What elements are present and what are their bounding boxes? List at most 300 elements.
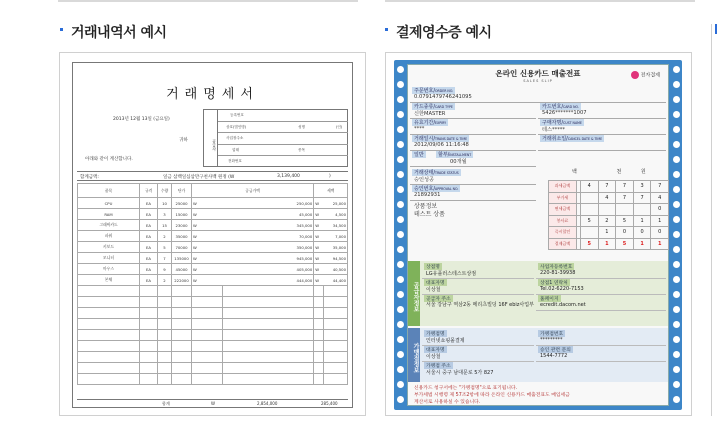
table-cell — [223, 297, 314, 308]
info-field — [536, 346, 666, 362]
card-title-receipt — [385, 22, 492, 42]
table-cell: 70000 — [172, 242, 192, 253]
table-cell: 350,000 — [223, 242, 314, 253]
table-cell: W — [314, 231, 324, 242]
perforation-hole — [673, 291, 680, 298]
field-label: 공급자 주소 — [426, 297, 451, 302]
table-cell: EA — [140, 220, 158, 231]
table-row — [78, 341, 348, 352]
product-field — [410, 201, 536, 223]
perforation-hole — [673, 216, 680, 223]
table-cell: EA — [140, 231, 158, 242]
table-cell: 222000 — [172, 275, 192, 286]
table-cell: 34,500 — [323, 220, 347, 231]
table-cell: 15000 — [172, 209, 192, 220]
approval-field — [410, 185, 536, 201]
perforation-hole — [673, 126, 680, 133]
table-cell — [192, 374, 223, 385]
table-cell: W — [192, 264, 223, 275]
table-cell — [314, 374, 324, 385]
table-cell — [78, 341, 140, 352]
amount-digit — [580, 204, 598, 216]
table-cell: EA — [140, 264, 158, 275]
column-header: 공급가액 — [192, 184, 314, 198]
perforation-hole — [673, 246, 680, 253]
field-value: ********* — [540, 337, 563, 343]
table-cell: 키보드 — [78, 242, 140, 253]
card-top-line — [58, 0, 358, 2]
supplier-label: 공급자 — [204, 110, 218, 166]
table-cell — [78, 352, 140, 363]
table-cell: 2 — [158, 275, 172, 286]
perforation-hole — [673, 111, 680, 118]
table-cell — [323, 374, 347, 385]
table-cell — [223, 308, 314, 319]
perforation-hole — [397, 291, 404, 298]
info-field — [422, 346, 534, 362]
field-label-en: APPROVAL NO. — [435, 187, 459, 191]
sum-label: 합계 — [162, 401, 170, 406]
field-label: 카드번호/CARD NO. — [542, 104, 579, 110]
table-cell: 4,500 — [323, 209, 347, 220]
table-cell — [323, 341, 347, 352]
amount-digit: 4 — [580, 181, 598, 193]
column-header: 수량 — [158, 184, 172, 198]
perforation-hole — [397, 321, 404, 328]
card-title-statement — [60, 22, 167, 42]
perforation-hole — [673, 171, 680, 178]
amount-digit: 0 — [651, 204, 669, 216]
table-cell: 44,400 — [323, 275, 347, 286]
field-value: 00개월 — [450, 159, 467, 165]
field-label: 카드종류/CARD TYPE — [414, 104, 453, 110]
perforation-hole — [397, 81, 404, 88]
amount-unit: 백 — [572, 169, 577, 175]
amount-digit: 7 — [616, 192, 634, 204]
amount-digit: 2 — [598, 215, 616, 227]
perforation-hole — [397, 381, 404, 388]
info-field — [422, 330, 534, 346]
supplier-row — [218, 110, 348, 122]
table-cell — [140, 286, 158, 297]
supplier-row — [218, 133, 348, 145]
perforation-hole — [397, 126, 404, 133]
table-row — [78, 308, 348, 319]
table-cell — [172, 363, 192, 374]
installment-field — [410, 151, 536, 167]
table-cell — [78, 308, 140, 319]
buyer-field — [538, 119, 666, 135]
table-cell: 모니터 — [78, 253, 140, 264]
perforation-hole — [397, 96, 404, 103]
field-label: 승인번호/APPROVAL NO. — [414, 186, 459, 192]
field-value: 5426*******1007 — [542, 110, 587, 116]
table-row — [78, 220, 348, 231]
table-cell: 250,000 — [223, 198, 314, 209]
statement-items-table — [77, 183, 348, 385]
supplier-row-label: 상호(법인명) — [226, 124, 247, 129]
supplier-row-label: 전화번호 — [228, 159, 242, 163]
table-cell: 25000 — [172, 198, 192, 209]
table-cell — [223, 286, 314, 297]
amount-digit: 7 — [598, 181, 616, 193]
field-label-en: CUST NAME — [563, 121, 582, 125]
total-value: 3,139,400 — [277, 174, 300, 179]
table-row — [78, 253, 348, 264]
field-label: 상점명 — [426, 265, 440, 270]
perforation-hole — [397, 396, 404, 403]
field-value: LG유플러스테스트상점 — [426, 271, 477, 277]
perforation-hole — [397, 111, 404, 118]
order-field — [410, 87, 666, 103]
supplier-row-label: 성명 — [298, 124, 305, 129]
table-cell: 25,000 — [323, 198, 347, 209]
supplier-row-label: 사업장주소 — [226, 136, 244, 140]
amount-digit: 3 — [633, 181, 651, 193]
perforation-right — [670, 60, 682, 410]
table-cell — [158, 330, 172, 341]
field-value: 서울 강남구 역삼2동 메리츠빌딩 16F ebiz사업부 — [426, 302, 534, 308]
table-cell: 70,000 — [223, 231, 314, 242]
cancel-date-field — [538, 135, 666, 151]
column-header: 단가 — [172, 184, 192, 198]
statement-image-frame[interactable] — [59, 52, 366, 416]
field-label: 구매자명/CUST NAME — [542, 120, 582, 126]
pay-type: 일반 — [414, 152, 424, 158]
table-cell: 45,000 — [223, 209, 314, 220]
perforation-hole — [397, 276, 404, 283]
next-card-edge — [711, 24, 717, 416]
perforation-hole — [673, 201, 680, 208]
table-cell — [158, 297, 172, 308]
table-cell: 94,500 — [323, 253, 347, 264]
field-value: 서울시 중구 남대문로 5가 827 — [426, 370, 494, 376]
amount-digit: 1 — [633, 238, 651, 250]
perforation-hole — [673, 186, 680, 193]
column-header: 세액 — [314, 184, 348, 198]
perforation-hole — [397, 366, 404, 373]
table-cell — [158, 308, 172, 319]
perforation-hole — [397, 171, 404, 178]
table-cell — [192, 308, 223, 319]
field-label: 거래상태/TRADE STATUS — [414, 170, 459, 176]
amount-row — [549, 192, 669, 204]
field-value: 이상철 — [426, 287, 441, 293]
perforation-hole — [673, 396, 680, 403]
card-type-field — [410, 103, 536, 119]
table-cell: W — [314, 220, 324, 231]
supplier-row-label: 종목 — [298, 147, 305, 152]
field-value: 2012/09/06 11:16:48 — [414, 142, 469, 148]
field-label-ko: 상품정보 — [414, 203, 438, 210]
table-cell: W — [314, 264, 324, 275]
perforation-hole — [673, 321, 680, 328]
table-cell — [192, 363, 223, 374]
table-cell — [140, 308, 158, 319]
amount-digit: 1 — [651, 215, 669, 227]
table-cell — [192, 330, 223, 341]
supplier-row — [218, 156, 348, 168]
perforation-hole — [673, 351, 680, 358]
perforation-hole — [673, 96, 680, 103]
table-cell: W — [314, 242, 324, 253]
table-row — [78, 330, 348, 341]
column-header: 규격 — [140, 184, 158, 198]
field-label-ko: 거래상태 — [414, 170, 434, 176]
field-label: 유효기간/EXPIRY — [414, 120, 447, 126]
pg-logo-text: 전자결제 — [640, 72, 660, 79]
table-cell — [223, 374, 314, 385]
table-cell — [223, 341, 314, 352]
perforation-hole — [397, 351, 404, 358]
amount-row — [549, 238, 669, 250]
bullet-icon — [60, 28, 63, 31]
table-cell: EA — [140, 242, 158, 253]
total-text: 일금 삼백일십삼만구천사백 원정 (W — [163, 175, 235, 180]
table-cell — [323, 330, 347, 341]
field-label-en: ORDER NO. — [435, 89, 454, 93]
table-cell — [314, 330, 324, 341]
table-cell — [140, 319, 158, 330]
perforation-hole — [673, 366, 680, 373]
table-cell: 40,500 — [323, 264, 347, 275]
table-cell — [78, 330, 140, 341]
perforation-hole — [673, 66, 680, 73]
amount-unit: 원 — [640, 169, 646, 175]
table-cell — [314, 308, 324, 319]
field-label-ko: 구매자명 — [542, 120, 562, 126]
perforation-hole — [397, 66, 404, 73]
table-row — [78, 209, 348, 220]
table-cell: W — [192, 209, 223, 220]
amount-unit: 천 — [616, 169, 622, 175]
sum-currency: W — [211, 401, 215, 406]
amount-label: 부가세 — [549, 192, 577, 204]
table-cell: W — [314, 198, 324, 209]
amount-digit — [598, 204, 616, 216]
amount-digit: 7 — [633, 192, 651, 204]
field-value: 21892931 — [414, 192, 441, 198]
sum-tax: 285,400 — [321, 401, 338, 406]
field-label-ko: 유효기간 — [414, 120, 434, 126]
card-title-text: 거래내역서 예시 — [71, 25, 167, 41]
table-cell: 그래픽카드 — [78, 220, 140, 231]
info-field — [422, 295, 534, 324]
receipt-paper — [407, 64, 669, 406]
table-cell — [172, 341, 192, 352]
table-row — [78, 242, 348, 253]
supplier-info-section — [408, 261, 668, 326]
total-label: 합계금액: — [80, 175, 99, 180]
perforation-hole — [397, 141, 404, 148]
info-field — [536, 295, 666, 311]
table-cell — [323, 297, 347, 308]
receipt-image-frame[interactable] — [385, 52, 692, 416]
statement-document — [72, 62, 353, 408]
table-cell — [158, 374, 172, 385]
table-cell: W — [192, 198, 223, 209]
perforation-left — [394, 60, 406, 410]
table-cell — [172, 352, 192, 363]
field-value: **** — [414, 126, 425, 132]
table-cell: 7,000 — [323, 231, 347, 242]
field-label: 거래일시/TRANS DATE & TIME — [414, 136, 468, 142]
info-field — [422, 263, 534, 279]
status-field — [410, 169, 536, 185]
amount-digit: 1 — [598, 227, 616, 239]
table-cell: RAM — [78, 209, 140, 220]
table-cell — [323, 363, 347, 374]
table-cell — [158, 319, 172, 330]
table-cell — [140, 363, 158, 374]
amount-digit: 7 — [651, 181, 669, 193]
table-cell — [323, 319, 347, 330]
field-label: 대표자명 — [426, 348, 445, 353]
info-field — [422, 362, 666, 378]
table-cell: 345,000 — [223, 220, 314, 231]
amount-digit: 4 — [598, 192, 616, 204]
table-cell: 23000 — [172, 220, 192, 231]
perforation-hole — [673, 81, 680, 88]
table-cell: 7 — [158, 253, 172, 264]
card-top-line — [385, 0, 695, 2]
amount-label: 결제금액 — [549, 238, 577, 250]
perforation-hole — [397, 261, 404, 268]
table-cell — [323, 352, 347, 363]
card-no-field — [538, 103, 666, 119]
field-label: 사업자등록번호 — [540, 265, 573, 270]
field-label: 가맹점 주소 — [426, 364, 451, 369]
statement-recipient: 귀하 — [179, 138, 188, 143]
field-value: ecredit.dacom.net — [540, 302, 586, 308]
table-cell: 2 — [158, 231, 172, 242]
field-label: 가맹점번호 — [540, 332, 564, 337]
statement-total-line: 합계금액: 일금 삼백일십삼만구천사백 원정 (W 3,139,400 ) — [77, 171, 348, 181]
table-cell — [78, 319, 140, 330]
field-value: Tel.02-6220-7153 — [540, 286, 584, 292]
table-cell — [192, 352, 223, 363]
field-label: 주문번호/ORDER NO. — [414, 88, 454, 94]
supplier-row — [218, 122, 348, 134]
field-label-en: TRANS DATE & TIME — [435, 137, 468, 141]
field-label: 가맹점명 — [426, 332, 445, 337]
field-label: 할부/INSTALLMENT — [438, 152, 472, 158]
amount-grid — [548, 180, 669, 250]
table-cell — [140, 330, 158, 341]
trans-date-field — [410, 135, 536, 151]
table-cell — [172, 319, 192, 330]
table-cell — [192, 297, 223, 308]
info-field — [536, 330, 666, 346]
table-cell — [314, 363, 324, 374]
table-cell: 444,000 — [223, 275, 314, 286]
field-label: 대표자명 — [426, 281, 445, 286]
table-cell — [314, 352, 324, 363]
table-cell: 405,000 — [223, 264, 314, 275]
table-cell: W — [314, 209, 324, 220]
table-header-row — [78, 184, 348, 198]
field-value: 0.0791479746241095 — [414, 94, 472, 100]
field-label-en: INSTALLMENT — [449, 153, 472, 157]
bullet-icon — [385, 28, 388, 31]
footnote-line: 신용카드 청구서에는 "가맹점명"으로 표기됩니다. — [414, 386, 518, 391]
amount-row — [549, 215, 669, 227]
field-label: 승인 관련 문의 — [540, 348, 571, 353]
table-row — [78, 275, 348, 286]
perforation-hole — [397, 186, 404, 193]
table-cell — [172, 286, 192, 297]
supplier-box — [203, 109, 348, 167]
footnote-line: 계산서로 사용하실 수 있습니다. — [414, 400, 481, 405]
field-value: 인터넷쇼핑몰결제 — [426, 338, 465, 344]
amount-digit: 7 — [616, 181, 634, 193]
table-cell: 파워 — [78, 231, 140, 242]
field-label-ko: 거래취소일 — [542, 136, 567, 142]
field-label: 상점1 연락처 — [540, 281, 568, 286]
receipt-footnote — [414, 385, 664, 406]
table-cell — [192, 319, 223, 330]
info-field — [536, 279, 666, 295]
amount-digit: 1 — [598, 238, 616, 250]
table-cell: EA — [140, 209, 158, 220]
table-cell: EA — [140, 198, 158, 209]
table-cell: 35,000 — [323, 242, 347, 253]
table-cell — [223, 363, 314, 374]
amount-digit — [616, 204, 634, 216]
table-cell: 9 — [158, 264, 172, 275]
perforation-hole — [673, 156, 680, 163]
amount-units — [572, 168, 646, 175]
field-label-ko: 거래일시 — [414, 136, 434, 142]
amount-digit: 1 — [651, 238, 669, 250]
receipt-header — [408, 68, 668, 83]
perforation-hole — [673, 231, 680, 238]
table-cell — [158, 341, 172, 352]
perforation-hole — [673, 336, 680, 343]
amount-digit — [580, 227, 598, 239]
amount-digit: 0 — [651, 227, 669, 239]
table-cell: W — [192, 220, 223, 231]
table-cell: CPU — [78, 198, 140, 209]
field-label-en: EXPIRY — [435, 121, 447, 125]
table-cell — [223, 319, 314, 330]
perforation-hole — [673, 381, 680, 388]
table-cell — [78, 363, 140, 374]
table-cell: W — [314, 275, 324, 286]
table-cell — [223, 352, 314, 363]
field-label-en: CANCEL DATE & TIME — [567, 137, 603, 141]
sum-supply: 2,854,000 — [257, 401, 278, 406]
field-value: 220-81-39938 — [540, 270, 576, 276]
receipt-document — [394, 60, 682, 410]
table-row — [78, 198, 348, 209]
amount-digit: 5 — [616, 238, 634, 250]
table-cell: 45000 — [172, 264, 192, 275]
table-cell: 10 — [158, 198, 172, 209]
amount-row — [549, 227, 669, 239]
amount-digit: 5 — [580, 238, 598, 250]
table-cell: EA — [140, 253, 158, 264]
perforation-hole — [397, 246, 404, 253]
amount-row — [549, 181, 669, 193]
field-value: 승인성공 — [414, 177, 435, 183]
field-value: 이상철 — [426, 354, 441, 360]
table-cell — [323, 286, 347, 297]
table-cell: 마우스 — [78, 264, 140, 275]
field-label-ko: 카드번호 — [542, 104, 562, 110]
table-cell: W — [192, 242, 223, 253]
table-cell: EA — [140, 275, 158, 286]
